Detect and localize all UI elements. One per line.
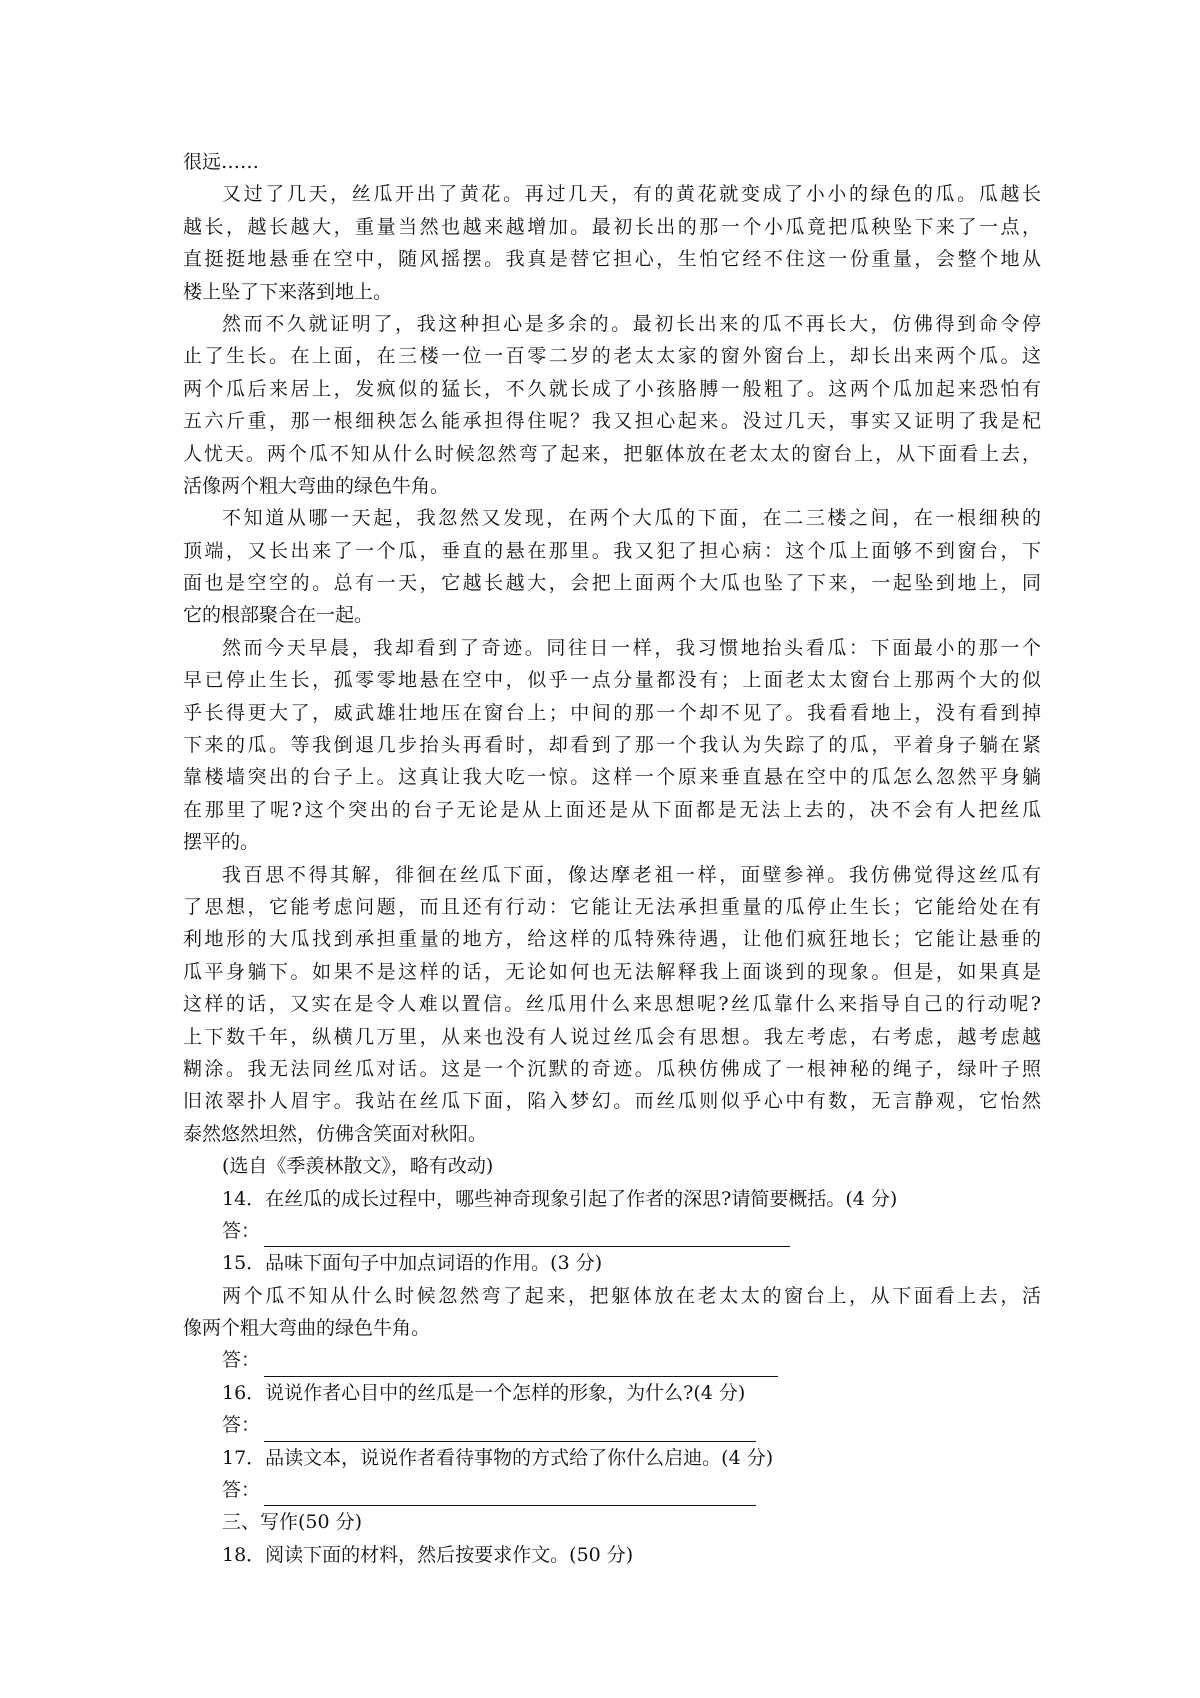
question-15: 15．品味下面句子中加点词语的作用。(3 分) bbox=[222, 1252, 603, 1275]
essay-paragraph-1 bbox=[183, 178, 1041, 308]
essay-paragraph-4 bbox=[183, 632, 1041, 859]
section-heading-writing: 三、写作(50 分) bbox=[222, 1511, 363, 1534]
answer-line-16 bbox=[183, 1409, 1041, 1441]
answer-label: 答： bbox=[222, 1479, 261, 1501]
answer-label: 答： bbox=[222, 1414, 261, 1437]
source-citation: (选自《季羡林散文》，略有改动) bbox=[222, 1155, 494, 1178]
text-line: 直挺挺地悬垂在空中，随风摇摆。我真是替它担心，生怕它经不住这一份重量，会整个地从 bbox=[183, 248, 1041, 271]
essay-fragment: 很远…… bbox=[183, 151, 260, 173]
text-line: 两个瓜后来居上，发疯似的猛长，不久就长成了小孩胳膊一般粗了。这两个瓜加起来恐怕有 bbox=[183, 377, 1041, 400]
text-line: 又过了几天，丝瓜开出了黄花。再过几天，有的黄花就变成了小小的绿色的瓜。瓜越长 bbox=[222, 183, 1041, 206]
text-line: 利地形的大瓜找到承担重量的地方，给这样的瓜特殊待遇，让他们疯狂地长；它能让悬垂的 bbox=[183, 928, 1041, 951]
text-line: 摆平的。 bbox=[183, 831, 260, 854]
text-line: 在那里了呢?这个突出的台子无论是从上面还是从下面都是无法上去的，决不会有人把丝瓜 bbox=[183, 798, 1041, 821]
answer-blank-14[interactable] bbox=[264, 1224, 790, 1247]
text-line: 越长，越长越大，重量当然也越来越增加。最初长出的那一个小瓜竟把瓜秧坠下来了一点， bbox=[183, 215, 1041, 238]
text-line: 人忧天。两个瓜不知从什么时候忽然弯了起来，把躯体放在老太太的窗台上，从下面看上去， bbox=[183, 442, 1041, 465]
text-line: 瓜平身躺下。如果不是这样的话，无论如何也无法解释我上面谈到的现象。但是，如果真是 bbox=[183, 960, 1041, 983]
question-18: 18．阅读下面的材料，然后按要求作文。(50 分) bbox=[222, 1543, 634, 1566]
answer-blank-15[interactable] bbox=[264, 1354, 778, 1377]
text-line: 下来的瓜。等我倒退几步抬头再看时，却看到了那一个我认为失踪了的瓜，平着身子躺在紧 bbox=[183, 734, 1041, 757]
exam-page bbox=[183, 146, 1041, 1571]
text-line: 我百思不得其解，徘徊在丝瓜下面，像达摩老祖一样，面壁参禅。我仿佛觉得这丝瓜有 bbox=[222, 863, 1041, 886]
text-line: 止了生长。在上面，在三楼一位一百零二岁的老太太家的窗外窗台上，却长出来两个瓜。这 bbox=[183, 345, 1041, 368]
text-line: 面也是空空的。总有一天，它越长越大，会把上面两个大瓜也坠了下来，一起坠到地上，同 bbox=[183, 572, 1041, 595]
essay-paragraph-3 bbox=[183, 502, 1041, 632]
text-line: 顶端，又长出来了一个瓜，垂直的悬在那里。我又犯了担心病：这个瓜上面够不到窗台，下 bbox=[183, 539, 1041, 562]
text-line: 然而今天早晨，我却看到了奇迹。同往日一样，我习惯地抬头看瓜：下面最小的那一个 bbox=[222, 636, 1041, 659]
text-line: 这样的话，又实在是令人难以置信。丝瓜用什么来思想呢?丝瓜靠什么来指导自己的行动呢? bbox=[183, 993, 1041, 1016]
answer-label: 答： bbox=[222, 1349, 261, 1372]
question-16: 16．说说作者心目中的丝瓜是一个怎样的形象，为什么?(4 分) bbox=[222, 1381, 746, 1404]
text-line: 乎长得更大了，威武雄壮地压在窗台上；中间的那一个却不见了。我看看地上，没有看到掉 bbox=[183, 701, 1041, 724]
question-15-quote-line: 像两个粗大弯曲的绿色牛角。 bbox=[183, 1317, 431, 1340]
answer-line-14 bbox=[183, 1215, 1041, 1247]
text-line: 楼上坠了下来落到地上。 bbox=[183, 280, 393, 303]
question-17: 17．品读文本，说说作者看待事物的方式给了你什么启迪。(4 分) bbox=[222, 1446, 774, 1469]
text-line: 它的根部聚合在一起。 bbox=[183, 604, 374, 627]
text-line: 不知道从哪一天起，我忽然又发现，在两个大瓜的下面，在二三楼之间，在一根细秧的 bbox=[222, 507, 1041, 530]
text-line: 泰然悠然坦然，仿佛含笑面对秋阳。 bbox=[183, 1122, 488, 1145]
text-line: 然而不久就证明了，我这种担心是多余的。最初长出来的瓜不再长大，仿佛得到命令停 bbox=[222, 312, 1041, 335]
essay-paragraph-2 bbox=[183, 308, 1041, 502]
question-15-quote-line: 两个瓜不知从什么时候忽然弯了起来，把躯体放在老太太的窗台上，从下面看上去，活 bbox=[222, 1284, 1041, 1307]
text-line: 早已停止生长，孤零零地悬在空中，似乎一点分量都没有；上面老太太窗台上那两个大的似 bbox=[183, 669, 1041, 692]
question-14: 14．在丝瓜的成长过程中，哪些神奇现象引起了作者的深思?请简要概括。(4 分) bbox=[222, 1187, 898, 1210]
text-line: 糊涂。我无法同丝瓜对话。这是一个沉默的奇迹。瓜秧仿佛成了一根神秘的绳子，绿叶子照 bbox=[183, 1057, 1041, 1080]
text-line: 靠楼墙突出的台子上。这真让我大吃一惊。这样一个原来垂直悬在空中的瓜怎么忽然平身躺 bbox=[183, 766, 1041, 789]
essay-paragraph-5 bbox=[183, 859, 1041, 1151]
text-line: 上下数千年，纵横几万里，从来也没有人说过丝瓜会有思想。我左考虑，右考虑，越考虑越 bbox=[183, 1025, 1041, 1048]
answer-blank-17[interactable] bbox=[264, 1483, 756, 1506]
text-line: 五六斤重，那一根细秧怎么能承担得住呢？我又担心起来。没过几天，事实又证明了我是杞 bbox=[183, 410, 1041, 433]
text-line: 旧浓翠扑人眉宇。我站在丝瓜下面，陷入梦幻。而丝瓜则似乎心中有数，无言静观，它怡然 bbox=[183, 1090, 1041, 1113]
answer-label: 答： bbox=[222, 1219, 261, 1242]
text-line: 了思想，它能考虑问题，而且还有行动：它能让无法承担重量的瓜停止生长；它能给处在有 bbox=[183, 895, 1041, 918]
answer-blank-16[interactable] bbox=[264, 1419, 756, 1442]
answer-line-15 bbox=[183, 1344, 1041, 1376]
text-line: 活像两个粗大弯曲的绿色牛角。 bbox=[183, 474, 450, 497]
answer-line-17 bbox=[183, 1474, 1041, 1506]
